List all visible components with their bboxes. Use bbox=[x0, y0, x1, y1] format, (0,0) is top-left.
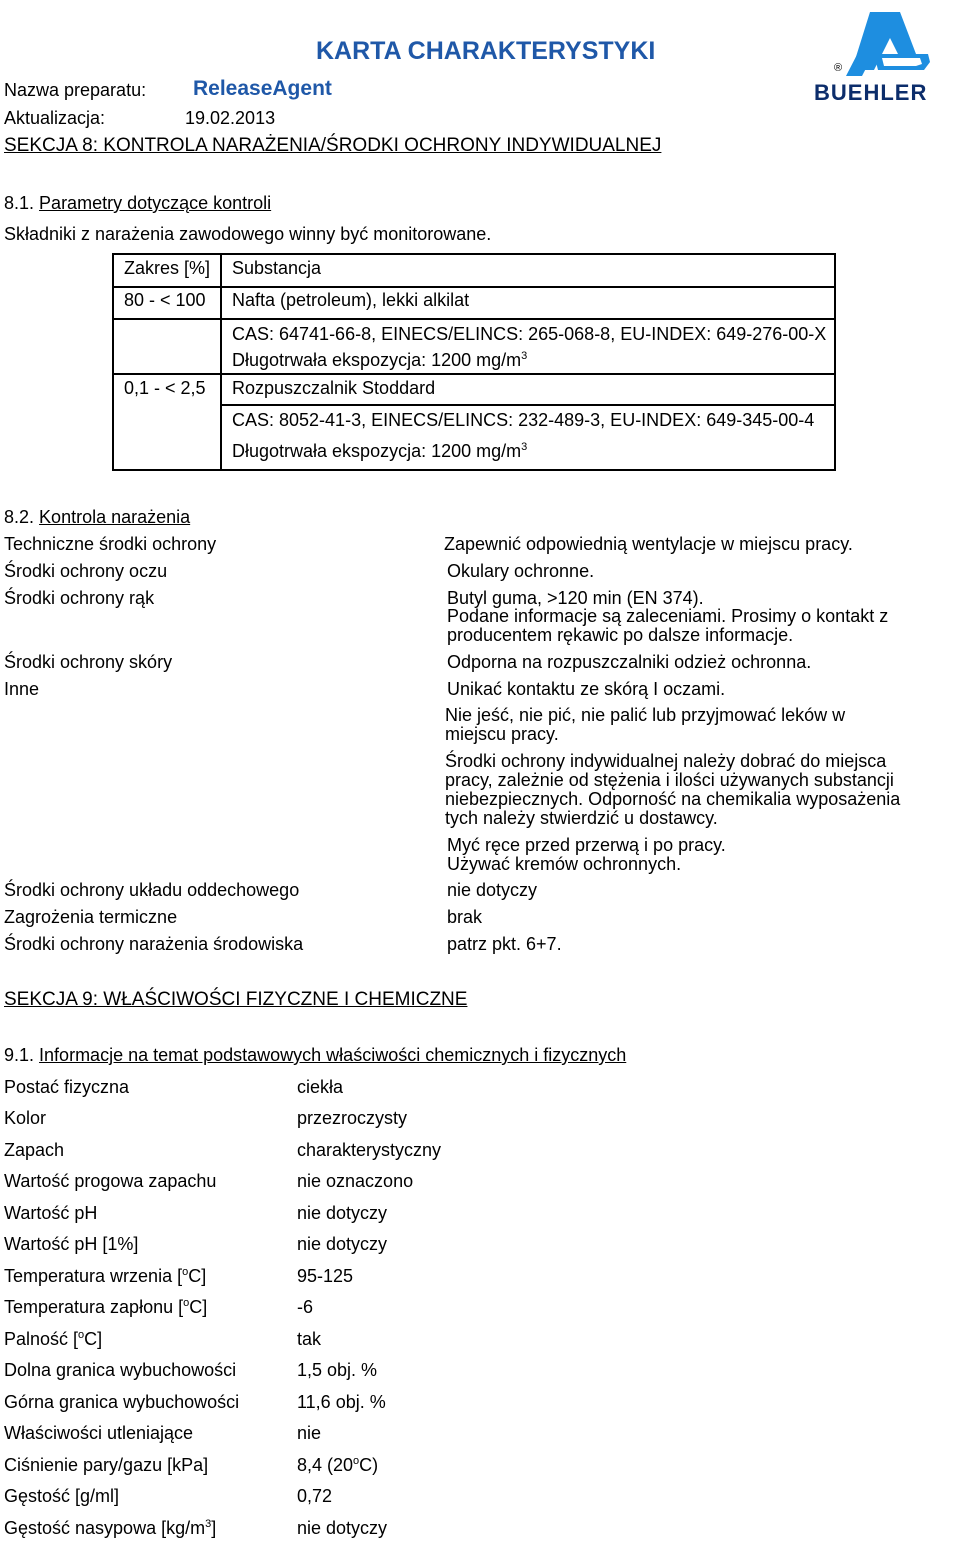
row1-exposure: Długotrwała ekspozycja: 1200 $mg/m^3$ bbox=[232, 350, 528, 370]
s81-number: 8.1. bbox=[4, 193, 35, 213]
row2-ids: CAS: 8052-41-3, EINECS/ELINCS: 232-489-3, EU-INDEX: 649-345-00-4 bbox=[232, 410, 815, 430]
property-label: Górna granica wybuchowości bbox=[4, 1392, 240, 1412]
update-label: Aktualizacja: bbox=[4, 108, 106, 128]
property-label: Palność [$^o$C] bbox=[4, 1329, 103, 1349]
property-value: nie dotyczy bbox=[297, 1234, 388, 1254]
property-value: 8,4 (20$^o$C) bbox=[297, 1455, 379, 1475]
property-value: nie dotyczy bbox=[297, 1203, 388, 1223]
control-label: Środki ochrony narażenia środowiska bbox=[4, 934, 304, 954]
row1-ids: CAS: 64741-66-8, EINECS/ELINCS: 265-068-8, EU-INDEX: 649-276-00-X bbox=[232, 324, 827, 344]
property-label: Postać fizyczna bbox=[4, 1077, 130, 1097]
property-label: Zapach bbox=[4, 1140, 65, 1160]
property-label: Wartość progowa zapachu bbox=[4, 1171, 217, 1191]
control-label: Środki ochrony oczu bbox=[4, 561, 168, 581]
s81-heading bbox=[4, 193, 271, 214]
property-value: nie bbox=[297, 1423, 322, 1443]
document-title: KARTA CHARAKTERYSTYKI bbox=[316, 37, 656, 65]
control-value: Myć ręce przed przerwą i po pracy. bbox=[447, 835, 726, 855]
control-value: Odporna na rozpuszczalniki odzież ochronna. bbox=[447, 652, 812, 672]
logo-text: BUEHLER bbox=[814, 80, 928, 105]
control-label: Środki ochrony skóry bbox=[4, 652, 173, 672]
update-date: 19.02.2013 bbox=[185, 108, 276, 128]
property-value: 95-125 bbox=[297, 1266, 354, 1286]
row1-range: 80 - < 100 bbox=[124, 290, 206, 310]
property-label: Wartość pH [1%] bbox=[4, 1234, 139, 1254]
s82-heading bbox=[4, 507, 190, 528]
section8-title: SEKCJA 8: KONTROLA NARAŻENIA/ŚRODKI OCHRONY INDYWIDUALNEJ bbox=[4, 135, 662, 156]
control-label: Środki ochrony układu oddechowego bbox=[4, 880, 300, 900]
property-value: 1,5 obj. % bbox=[297, 1360, 378, 1380]
s82-number: 8.2. bbox=[4, 507, 35, 527]
property-label: Temperatura wrzenia [$^o$C] bbox=[4, 1266, 207, 1286]
control-label: Inne bbox=[4, 679, 40, 699]
property-value: tak bbox=[297, 1329, 322, 1349]
prep-label: Nazwa preparatu: bbox=[4, 80, 147, 100]
control-label: Zagrożenia termiczne bbox=[4, 907, 178, 927]
row2-substance: Rozpuszczalnik Stoddard bbox=[232, 378, 436, 398]
s91-title: Informacje na temat podstawowych właściwości chemicznych i fizycznych bbox=[39, 1045, 627, 1065]
row2-exposure: Długotrwała ekspozycja: 1200 $mg/m^3$ bbox=[232, 441, 528, 461]
control-value: Butyl guma, >120 min (EN 374). bbox=[447, 588, 704, 608]
property-value: przezroczysty bbox=[297, 1108, 408, 1128]
prep-name: ReleaseAgent bbox=[193, 77, 332, 100]
control-value: patrz pkt. 6+7. bbox=[447, 934, 562, 954]
property-value: ciekła bbox=[297, 1077, 344, 1097]
property-value: 0,72 bbox=[297, 1486, 333, 1506]
property-label: Kolor bbox=[4, 1108, 47, 1128]
control-value: nie dotyczy bbox=[447, 880, 538, 900]
logo-registered-mark: ® bbox=[834, 62, 843, 74]
row2-range: 0,1 - < 2,5 bbox=[124, 378, 206, 398]
control-value: Unikać kontaktu ze skórą I oczami. bbox=[447, 679, 726, 699]
property-label: Wartość pH bbox=[4, 1203, 98, 1223]
control-value: Zapewnić odpowiednią wentylacje w miejscu pracy. bbox=[444, 534, 853, 554]
section9-title: SEKCJA 9: WŁAŚCIWOŚCI FIZYCZNE I CHEMICZNE bbox=[4, 989, 468, 1010]
control-value: Okulary ochronne. bbox=[447, 561, 595, 581]
s91-heading bbox=[4, 1045, 626, 1066]
property-value: -6 bbox=[297, 1297, 314, 1317]
property-label: Temperatura zapłonu [$^o$C] bbox=[4, 1297, 208, 1317]
property-label: Gęstość nasypowa $[kg/m^3]$ bbox=[4, 1518, 217, 1538]
property-value: 11,6 obj. % bbox=[297, 1392, 386, 1412]
s91-number: 9.1. bbox=[4, 1045, 35, 1065]
control-label: Środki ochrony rąk bbox=[4, 588, 155, 608]
control-value: brak bbox=[447, 907, 483, 927]
property-value: charakterystyczny bbox=[297, 1140, 442, 1160]
control-value: Podane informacje są zaleceniami. Prosimy o kontakt z producentem rękawic po dalsze informacje. bbox=[447, 606, 889, 645]
property-label: Właściwości utleniające bbox=[4, 1423, 194, 1443]
property-value: nie oznaczono bbox=[297, 1171, 414, 1191]
s81-intro: Składniki z narażenia zawodowego winny być monitorowane. bbox=[4, 224, 492, 244]
control-value: Nie jeść, nie pić, nie palić lub przyjmować leków w miejscu pracy. bbox=[445, 705, 846, 744]
property-value: nie dotyczy bbox=[297, 1518, 388, 1538]
property-label: Dolna granica wybuchowości bbox=[4, 1360, 237, 1380]
control-value: Środki ochrony indywidualnej należy dobrać do miejsca pracy, zależnie od stężenia i ilości używanych substancji niebezpiecznych. Odporność na chemikalia wyposażenia tych należy stwierdzić u dostawcy. bbox=[445, 751, 901, 828]
s81-title: Parametry dotyczące kontroli bbox=[39, 193, 272, 213]
table-header-substance: Substancja bbox=[232, 258, 322, 278]
control-label: Techniczne środki ochrony bbox=[4, 534, 217, 554]
buehler-logo bbox=[812, 10, 958, 106]
s82-title: Kontrola narażenia bbox=[39, 507, 191, 527]
property-label: Ciśnienie pary/gazu [kPa] bbox=[4, 1455, 209, 1475]
property-label: Gęstość [g/ml] bbox=[4, 1486, 120, 1506]
control-value: Używać kremów ochronnych. bbox=[447, 854, 682, 874]
table-header-range: Zakres [%] bbox=[124, 258, 211, 278]
row1-substance: Nafta (petroleum), lekki alkilat bbox=[232, 290, 470, 310]
